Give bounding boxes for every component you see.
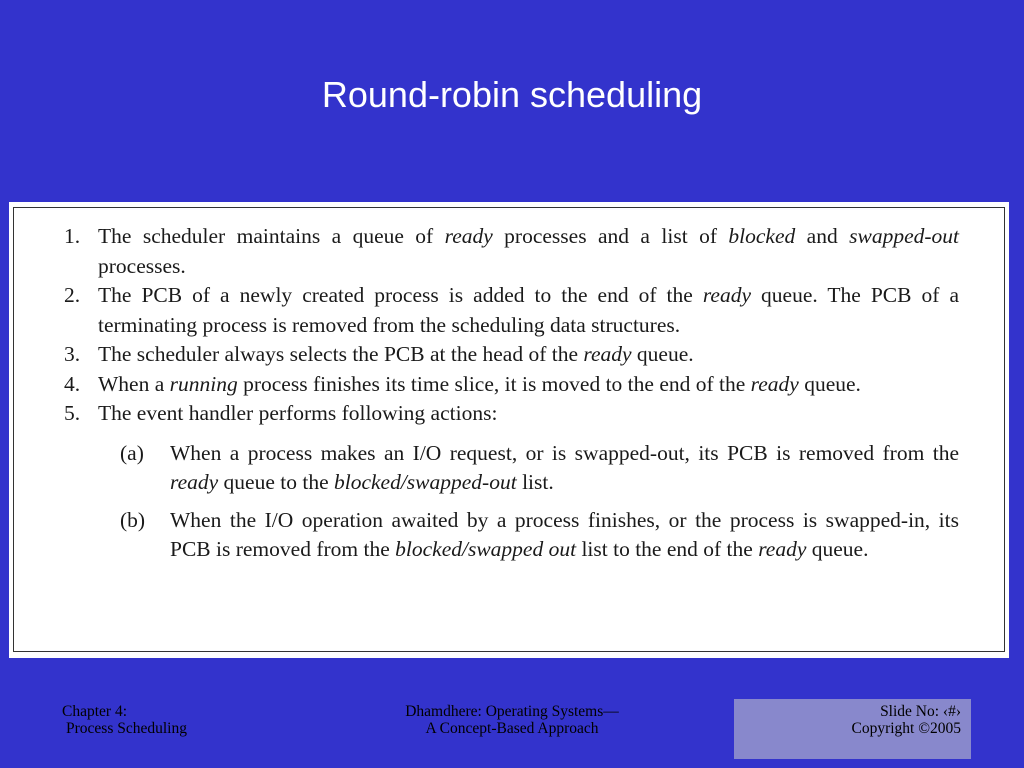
- list-number: 2.: [64, 283, 81, 307]
- text: queue.: [806, 537, 869, 561]
- text: When a: [98, 371, 170, 396]
- footer-book-line2: A Concept-Based Approach: [425, 720, 599, 737]
- footer-slide-info-box: [734, 699, 971, 759]
- footer-chapter: [62, 703, 187, 737]
- list-number: 5.: [64, 401, 81, 425]
- content-panel: [9, 202, 1009, 658]
- sub-item-a: [120, 439, 959, 498]
- italic-text: ready: [758, 537, 807, 561]
- italic-text: blocked/swapped out: [395, 537, 577, 561]
- list-number: 1.: [64, 224, 81, 248]
- italic-text: ready: [702, 283, 752, 307]
- sub-item-b: [120, 506, 959, 565]
- list-item-2: [64, 281, 959, 340]
- italic-text: running: [169, 371, 238, 396]
- text: and: [795, 224, 850, 248]
- italic-text: ready: [444, 224, 493, 248]
- text: The event handler performs following actions:: [98, 401, 498, 425]
- text: The scheduler maintains a queue of: [98, 224, 445, 248]
- copyright: Copyright ©2005: [851, 720, 961, 737]
- content-frame: [13, 207, 1005, 652]
- text: queue.: [631, 342, 694, 366]
- text: When the I/O operation awaited by a process finishes, or the process is swapped-in, its PCB is removed from the: [170, 507, 959, 561]
- italic-text: ready: [750, 371, 799, 396]
- sub-item-label: (a): [120, 440, 144, 465]
- list-number: 3.: [64, 342, 81, 366]
- footer-chapter-line1: Chapter 4:: [62, 703, 127, 720]
- text: process finishes its time slice, it is moved to the end of the: [237, 371, 751, 396]
- italic-text: ready: [583, 342, 632, 366]
- text: queue to the: [218, 470, 334, 494]
- italic-text: swapped-out: [849, 224, 959, 248]
- text: The PCB of a newly created process is added to the end of the: [98, 283, 703, 307]
- sub-list: [120, 439, 959, 565]
- footer-slide-info: [851, 703, 961, 737]
- footer-chapter-line2: Process Scheduling: [66, 720, 187, 737]
- italic-text: ready: [170, 470, 219, 494]
- sub-item-label: (b): [120, 507, 146, 532]
- italic-text: blocked/swapped-out: [333, 470, 517, 494]
- scheduling-steps-list: [64, 222, 959, 573]
- slide-title: Round-robin scheduling: [321, 74, 703, 115]
- list-item-1: [64, 222, 959, 281]
- text: The scheduler always selects the PCB at the head of the: [98, 342, 584, 366]
- list-number: 4.: [64, 371, 81, 396]
- list-item-4: [64, 370, 959, 400]
- slide-number: Slide No: ‹#›: [880, 703, 961, 720]
- list-item-3: [64, 340, 959, 370]
- text: queue. The PCB of a terminating process is removed from the scheduling data structures.: [98, 283, 959, 337]
- text: list.: [516, 470, 554, 494]
- text: processes and a list of: [492, 224, 729, 248]
- text: processes.: [98, 253, 186, 278]
- italic-text: blocked: [728, 224, 796, 248]
- list-item-5: [64, 399, 959, 565]
- text: list to the end of the: [576, 537, 759, 561]
- text: queue.: [798, 371, 861, 396]
- footer-book-line1: Dhamdhere: Operating Systems—: [405, 703, 619, 720]
- footer-book-title: [362, 703, 662, 737]
- text: When a process makes an I/O request, or is swapped-out, its PCB is removed from the: [170, 440, 959, 465]
